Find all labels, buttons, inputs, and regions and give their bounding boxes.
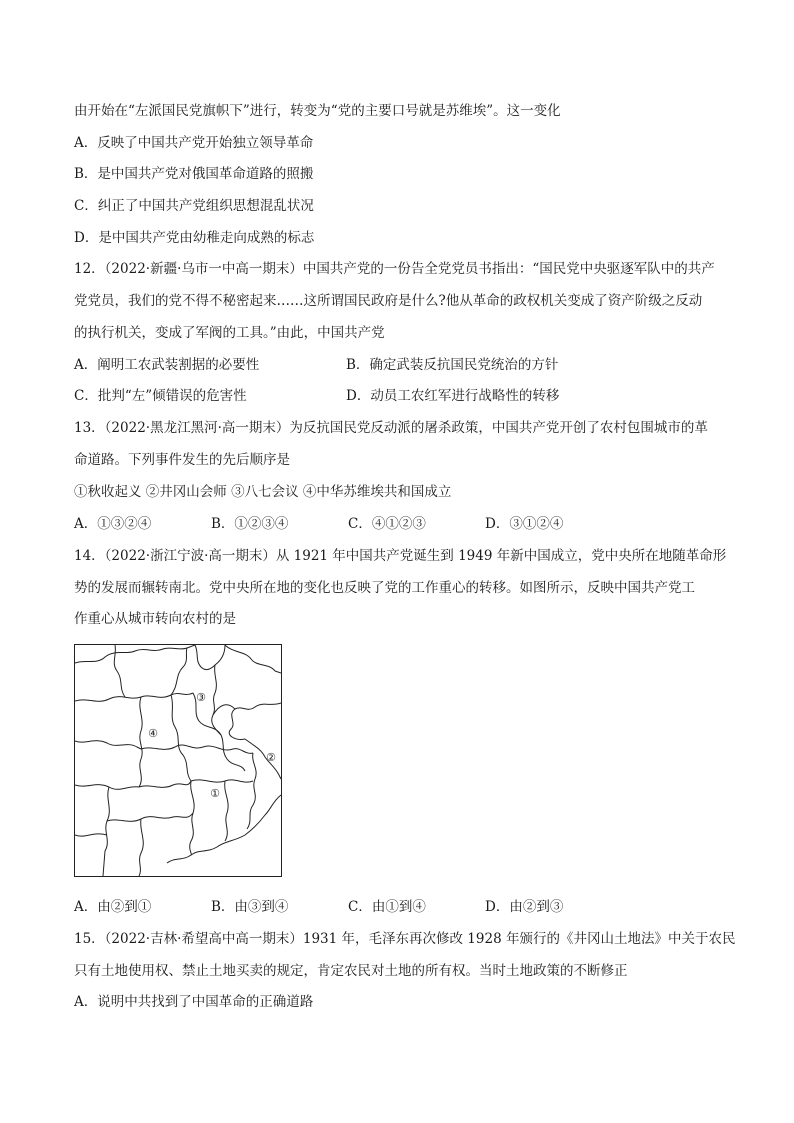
map-marker-2: ② bbox=[266, 751, 276, 764]
map-boundary-21 bbox=[171, 648, 187, 695]
map-boundary-14 bbox=[107, 813, 193, 821]
map-boundary-2 bbox=[193, 693, 245, 771]
map-boundary-9 bbox=[139, 781, 191, 787]
q14-option-b[interactable]: B．由③到④ bbox=[211, 899, 289, 915]
map-marker-3: ③ bbox=[196, 691, 206, 704]
q14-option-a[interactable]: A．由②到① bbox=[74, 899, 152, 915]
q14-option-c[interactable]: C．由①到④ bbox=[348, 899, 426, 915]
q14-options-row bbox=[74, 897, 734, 917]
map-boundary-16 bbox=[75, 834, 107, 836]
q13-option-c[interactable]: C．④①②③ bbox=[348, 516, 426, 532]
q13-options-row bbox=[74, 514, 734, 534]
map-boundary-10 bbox=[190, 781, 195, 855]
q14-stem-line-3: 作重心从城市转向农村的是 bbox=[74, 611, 236, 627]
q13-stem-line-2: 命道路。下列事件发生的先后顺序是 bbox=[74, 452, 290, 468]
q14-stem-line-1: 14．（2022·浙江宁波·高一期末）从 1921 年中国共产党诞生到 1949 年新中国成立，党中央所在地随革命形 bbox=[74, 548, 727, 564]
map-boundary-12 bbox=[75, 785, 139, 790]
map-boundary-3 bbox=[171, 695, 191, 781]
q12-option-a[interactable]: A．阐明工农武装割据的必要性 bbox=[74, 357, 260, 373]
map-boundary-18 bbox=[195, 645, 225, 670]
q13-stem-line-1: 13．（2022·黑龙江黑河·高一期末）为反抗国民党反动派的屠杀政策，中国共产党开创了农村包围城市的革 bbox=[74, 420, 708, 436]
q13-option-b[interactable]: B．①②③④ bbox=[211, 516, 289, 532]
map-svg bbox=[75, 645, 281, 876]
map-southeast-coast bbox=[167, 795, 281, 863]
q12-option-b[interactable]: B．确定武装反抗国民党统治的方针 bbox=[346, 357, 559, 373]
map-boundary-11 bbox=[225, 781, 228, 841]
q13-option-a[interactable]: A．①③②④ bbox=[74, 516, 152, 532]
map-boundary-8 bbox=[191, 780, 253, 782]
map-marker-4: ④ bbox=[148, 727, 158, 740]
map-bohai-coast bbox=[229, 703, 281, 739]
map-boundary-13 bbox=[103, 787, 109, 876]
q15-stem-line-2: 只有土地使用权、禁止土地买卖的规定，肯定农民对土地的所有权。当时土地政策的不断修正 bbox=[74, 963, 628, 979]
q12-option-d[interactable]: D．动员工农红军进行战略性的转移 bbox=[346, 388, 560, 404]
map-boundary-1 bbox=[75, 693, 193, 701]
q14-stem-line-2: 势的发展而辗转南北。党中央所在地的变化也反映了党的工作重心的转移。如图所示，反映中国共产党工 bbox=[74, 580, 695, 596]
q12-options-row-2 bbox=[74, 386, 734, 406]
map-marker-1: ① bbox=[210, 787, 220, 800]
q12-options-row-1 bbox=[74, 355, 734, 375]
map-outline-north bbox=[75, 645, 195, 663]
q14-option-d[interactable]: D．由②到③ bbox=[485, 899, 564, 915]
q15-option-a[interactable]: A．说明中共找到了中国革命的正确道路 bbox=[74, 994, 314, 1010]
q11-option-a[interactable]: A．反映了中国共产党开始独立领导革命 bbox=[74, 135, 314, 151]
q11-option-c[interactable]: C．纠正了中国共产党组织思想混乱状况 bbox=[74, 198, 314, 214]
q11-option-b[interactable]: B．是中国共产党对俄国革命道路的照搬 bbox=[74, 166, 314, 182]
map-boundary-5 bbox=[75, 741, 141, 749]
map-outline-northeast bbox=[225, 645, 281, 673]
map-boundary-17 bbox=[212, 665, 221, 735]
china-outline-map bbox=[74, 644, 282, 877]
q11-stem-continuation: 由开始在“左派国民党旗帜下”进行，转变为“党的主要口号就是苏维埃”。这一变化 bbox=[74, 103, 561, 119]
q11-option-d[interactable]: D．是中国共产党由幼稚走向成熟的标志 bbox=[74, 230, 315, 246]
map-boundary-6 bbox=[141, 745, 253, 753]
q12-stem-line-1: 12．（2022·新疆·乌市一中高一期末）中国共产党的一份告全党党员书指出：“国民党中央驱逐军队中的共产 bbox=[74, 261, 715, 277]
map-boundary-4 bbox=[139, 697, 142, 787]
map-boundary-7 bbox=[247, 753, 256, 829]
q15-stem-line-1: 15．（2022·吉林·希望高中高一期末）1931 年，毛泽东再次修改 1928 年颁行的《井冈山土地法》中关于农民 bbox=[74, 931, 736, 947]
map-boundary-15 bbox=[139, 819, 143, 876]
q12-stem-line-2: 党党员，我们的党不得不秘密起来……这所谓国民政府是什么?他从革命的政权机关变成了资产阶级之反动 bbox=[74, 293, 703, 309]
q13-option-d[interactable]: D．③①②④ bbox=[485, 516, 564, 532]
q12-stem-line-3: 的执行机关，变成了军阀的工具。”由此，中国共产党 bbox=[74, 325, 385, 341]
q12-option-c[interactable]: C．批判“左”倾错误的危害性 bbox=[74, 388, 247, 404]
q13-events: ①秋收起义 ②井冈山会师 ③八七会议 ④中华苏维埃共和国成立 bbox=[74, 484, 452, 500]
